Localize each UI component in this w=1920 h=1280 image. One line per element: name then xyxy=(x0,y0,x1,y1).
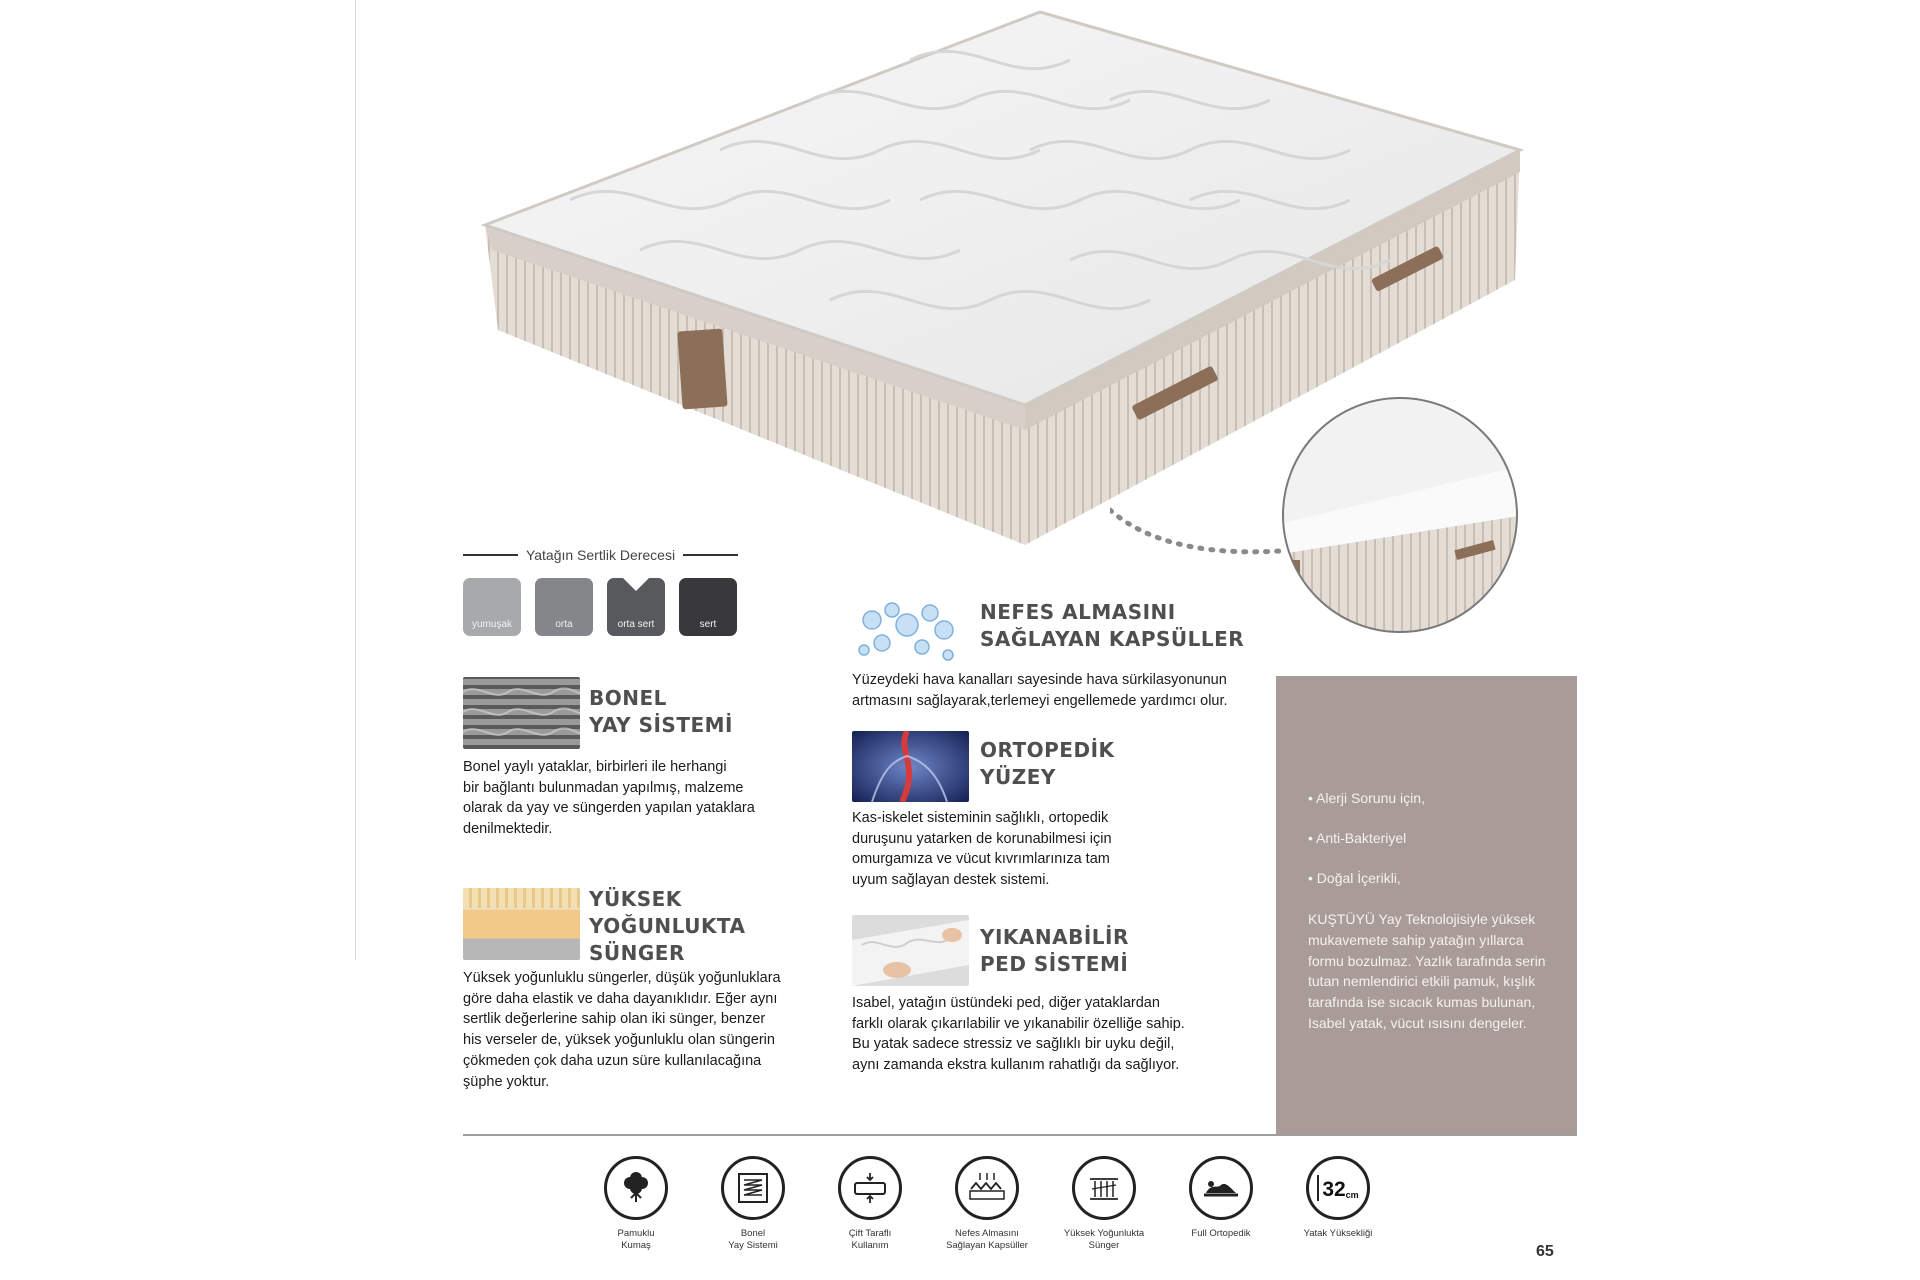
feature-breathing-capsules xyxy=(927,1156,1047,1252)
divider xyxy=(463,1134,1577,1136)
sponge-text: Yüksek yoğunluklu süngerler, düşük yoğunluklara göre daha elastik ve daha dayanıklıdır. Eğer aynı sertlik değerlerine sahip olan iki sünger, benzer his verseler de, yüksek yoğunluklu olan süngerin çökmeden çok daha uzun süre kullanılacağına şüphe yoktur. xyxy=(463,970,781,1090)
panel-bullet-natural: • Doğal İçerikli, xyxy=(1308,870,1401,886)
double-sided-icon xyxy=(838,1156,902,1220)
bonel-text: Bonel yaylı yataklar, birbirleri ile herhangi bir bağlantı bulunmadan yapılmış, malzeme olarak da yay ve süngerden yapılan yataklara denilmektedir. xyxy=(463,759,755,838)
feature-double-sided xyxy=(810,1156,930,1252)
feature-high-density-sponge xyxy=(1044,1156,1164,1252)
feature-spring-label: Bonel Yay Sistemi xyxy=(728,1228,778,1251)
capsules-image xyxy=(852,595,962,665)
feature-double-sided-label: Çift Taraflı Kullanım xyxy=(848,1228,892,1251)
feature-spring xyxy=(693,1156,813,1252)
sponge-image xyxy=(463,888,580,960)
feature-orthopedic-label: Full Ortopedik xyxy=(1191,1228,1251,1239)
height-value: 32 xyxy=(1322,1178,1346,1201)
firmness-soft-swatch xyxy=(463,578,521,636)
orthopedic-title: ORTOPEDİK YÜZEY xyxy=(980,738,1115,789)
feature-cotton xyxy=(576,1156,696,1252)
spring-icon xyxy=(721,1156,785,1220)
washable-text: Isabel, yatağın üstündeki ped, diğer yataklardan farklı olarak çıkarılabilir ve yıkanabilir özelliğe sahip. Bu yatak sadece stressiz ve sağlıklı bir uyku değil, aynı zamanda ekstra kullanım rahatlığı da sağlıyor. xyxy=(852,995,1185,1074)
bonel-title: BONEL YAY SİSTEMİ xyxy=(589,686,733,737)
cotton-icon xyxy=(604,1156,668,1220)
page-number: 65 xyxy=(1536,1243,1554,1260)
bonel-spring-image xyxy=(463,677,580,749)
feature-height xyxy=(1278,1156,1398,1240)
breathing-capsules-icon xyxy=(955,1156,1019,1220)
zoom-connector xyxy=(1110,505,1290,565)
feature-height-label: Yatak Yüksekliği xyxy=(1303,1228,1373,1239)
height-icon xyxy=(1306,1156,1370,1220)
orthopedic-icon xyxy=(1189,1156,1253,1220)
mattress-detail-circle xyxy=(1275,395,1525,635)
feature-breathing-capsules-label: Nefes Almasını Sağlayan Kapsüller xyxy=(946,1228,1028,1251)
washable-title: YIKANABİLİR PED SİSTEMİ xyxy=(980,925,1129,976)
firmness-medium-swatch xyxy=(535,578,593,636)
feature-cotton-label: Pamuklu Kumaş xyxy=(617,1228,655,1251)
firmness-scale xyxy=(463,578,737,636)
panel-bullet-antibacterial: • Anti-Bakteriyel xyxy=(1308,830,1407,846)
washable-pad-image xyxy=(852,915,969,986)
high-density-sponge-icon xyxy=(1072,1156,1136,1220)
orthopedic-image xyxy=(852,731,969,802)
panel-bullet-allergy: • Alerji Sorunu için, xyxy=(1308,790,1425,806)
firmness-title-text: Yatağın Sertlik Derecesi xyxy=(525,547,676,563)
firmness-firm-swatch xyxy=(679,578,737,636)
highlights-panel xyxy=(1276,676,1577,1136)
feature-orthopedic xyxy=(1161,1156,1281,1240)
firmness-medium-firm-label: orta sert xyxy=(617,619,655,630)
firmness-firm-label: sert xyxy=(699,619,717,630)
panel-description: KUŞTÜYÜ Yay Teknolojisiyle yüksek mukavemete sahip yatağın yıllarca formu bozulmaz. Yazlık tarafında serin tutan nemlendirici etkili pamuk, kışlık tarafında ise sıcacık kumas bulunan, Isabel yatak, vücut ısısını dengeler. xyxy=(1308,911,1546,1031)
firmness-medium-firm-swatch xyxy=(607,578,665,636)
height-unit: cm xyxy=(1345,1190,1359,1200)
page-margin-line xyxy=(355,0,356,960)
sponge-title: YÜKSEK YOĞUNLUKTA SÜNGER xyxy=(589,887,746,965)
firmness-title xyxy=(463,545,738,565)
firmness-soft-label: yumuşak xyxy=(471,619,512,630)
capsules-title: NEFES ALMASINI SAĞLAYAN KAPSÜLLER xyxy=(980,600,1245,651)
feature-high-density-sponge-label: Yüksek Yoğunlukta Sünger xyxy=(1063,1228,1145,1251)
firmness-medium-label: orta xyxy=(555,619,573,630)
orthopedic-text: Kas-iskelet sisteminin sağlıklı, ortopedik duruşunu yatarken de korunabilmesi için omurgamıza ve vücut kıvrımlarınıza tam uyum sağlayan destek sistemi. xyxy=(852,810,1112,889)
capsules-text: Yüzeydeki hava kanalları sayesinde hava sürkilasyonunun artmasını sağlayarak,terlemeyi engellemede yardımcı olur. xyxy=(852,672,1228,709)
